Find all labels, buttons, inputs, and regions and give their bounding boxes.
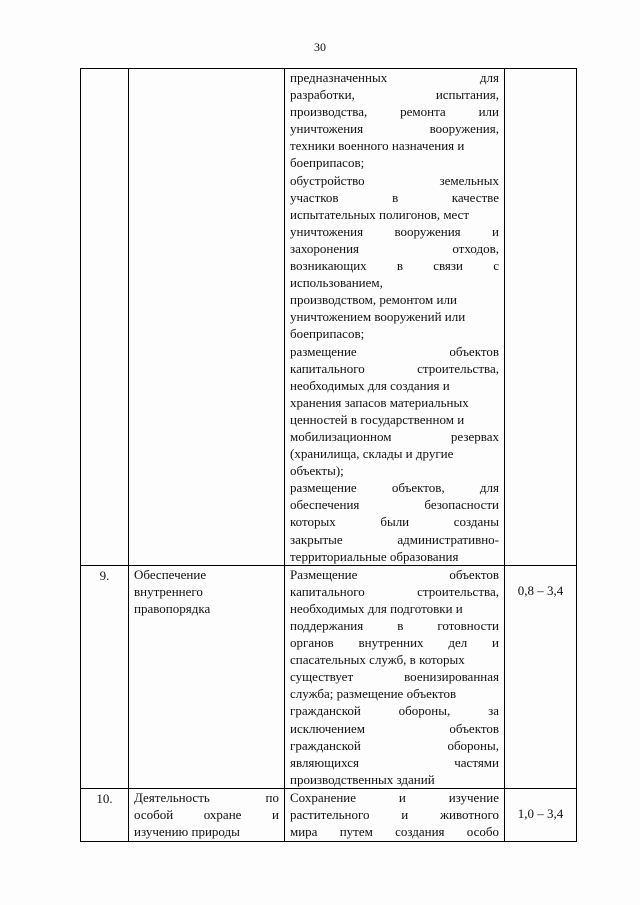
description-word: обороны, (447, 737, 499, 753)
description-word: с (493, 258, 499, 274)
activity-name-word: внутреннего (134, 583, 203, 599)
description-word: служба; размещение объектов (290, 686, 457, 702)
description-word: безопасности (424, 497, 499, 513)
rate-value: 0,8 – 3,4 (517, 582, 564, 598)
description-word: военизированная (404, 669, 499, 685)
description-word: связи (433, 258, 463, 274)
description-line (285, 137, 504, 154)
description-line (285, 445, 504, 462)
description-word: животного (440, 807, 499, 823)
description-word: захоронения (290, 240, 360, 256)
row-number-cell (81, 565, 129, 788)
description-word: которых (290, 514, 336, 530)
description-word: за (488, 703, 499, 719)
description-line (285, 308, 504, 325)
description-word: производственных зданий (290, 771, 435, 787)
description-word: гражданской (290, 737, 361, 753)
activity-name-word: Деятельность (134, 789, 210, 805)
description-line (285, 291, 504, 308)
activity-name-word: и (272, 807, 279, 823)
description-line (285, 702, 504, 719)
description-line (285, 685, 504, 702)
activity-name-line (129, 583, 284, 600)
description-line (285, 566, 504, 583)
description-word: территориальные образования (290, 548, 459, 564)
description-word: Сохранение (290, 789, 357, 805)
description-word: обороны, (398, 703, 451, 719)
description-word: для (479, 480, 499, 496)
activity-name-word: особой (134, 807, 174, 823)
description-line (285, 823, 504, 840)
description-word: разработки, (290, 87, 355, 103)
description-word: в (397, 618, 404, 633)
description-line (285, 462, 504, 479)
description-word: Размещение (290, 566, 358, 582)
description-word: и (401, 807, 409, 823)
description-word: возникающих (290, 258, 367, 274)
description-line (285, 69, 504, 86)
activity-name-line (129, 806, 284, 823)
row-number-cell (81, 788, 129, 841)
zoning-table (80, 68, 577, 842)
description-word: объектов (449, 343, 499, 359)
activity-name-word: изучению природы (134, 824, 240, 840)
row-number (81, 69, 128, 70)
activity-name-line (129, 823, 284, 840)
description-word: объекты); (290, 463, 344, 479)
description-line (285, 771, 504, 788)
description-line (285, 343, 504, 360)
description-cell (285, 788, 505, 841)
description-line (285, 223, 504, 240)
description-word: строительства, (417, 583, 499, 599)
description-word: ценностей в государственном и (290, 411, 465, 427)
page-number: 30 (314, 40, 326, 54)
description-line (285, 394, 504, 411)
table-row (81, 69, 577, 566)
row-number-cell (81, 69, 129, 566)
activity-name-cell (129, 788, 285, 841)
description-word: или (478, 104, 499, 120)
description-line (285, 720, 504, 737)
table-row (81, 788, 577, 841)
activity-name-line (129, 566, 284, 583)
description-word: объектов, (391, 480, 445, 496)
description-line (285, 531, 504, 548)
description-word: предназначенных (290, 70, 388, 85)
rate-value: 1,0 – 3,4 (517, 805, 564, 821)
description-word: существует (290, 669, 354, 685)
description-word: исключением (290, 720, 365, 736)
description-line (285, 377, 504, 394)
description-word: испытания, (435, 87, 499, 103)
description-line (285, 634, 504, 651)
description-word: и (492, 635, 499, 651)
description-line (285, 274, 504, 291)
description-word: обустройство (290, 172, 365, 188)
description-word: вооружения (394, 223, 461, 239)
description-word: капитального (290, 583, 365, 599)
description-word: мира (290, 824, 318, 840)
description-line (285, 583, 504, 600)
description-line (285, 120, 504, 137)
activity-name-line (129, 600, 284, 617)
description-word: земельных (439, 172, 499, 188)
description-word: боеприпасов; (290, 326, 365, 342)
description-word: хранения запасов материальных (290, 394, 469, 410)
description-word: и (398, 789, 406, 805)
description-line (285, 737, 504, 754)
description-word: гражданской (290, 703, 361, 719)
description-line (285, 257, 504, 274)
description-word: резервах (450, 428, 499, 444)
description-word: спасательных служб, в которых (290, 652, 465, 668)
description-line (285, 617, 504, 634)
description-line (285, 496, 504, 513)
description-word: дел (448, 635, 468, 651)
description-line (285, 806, 504, 823)
description-word: техники военного назначения и (290, 138, 465, 154)
description-word: закрытые (290, 531, 343, 547)
description-word: и (492, 223, 499, 239)
description-line (285, 428, 504, 445)
description-word: особо (466, 824, 499, 840)
description-word: качестве (451, 189, 499, 205)
row-number: 9. (99, 567, 110, 583)
description-word: органов (290, 635, 334, 651)
rate-value (505, 69, 576, 85)
description-line (285, 325, 504, 342)
description-line (285, 206, 504, 223)
description-word: путем (339, 824, 373, 840)
description-word: создания (395, 824, 445, 840)
description-line (285, 513, 504, 530)
description-line (285, 360, 504, 377)
rate-cell (505, 69, 577, 566)
description-word: в (392, 189, 399, 205)
activity-name-word: Обеспечение (134, 566, 207, 582)
description-word: для (479, 70, 499, 85)
description-word: ремонта (400, 104, 446, 120)
description-line (285, 172, 504, 189)
description-word: изучение (448, 789, 499, 805)
description-word: созданы (453, 514, 499, 530)
description-word: производством, ремонтом или (290, 292, 457, 308)
description-word: растительного (290, 807, 370, 823)
rate-cell (505, 788, 577, 841)
description-word: частями (454, 754, 499, 770)
description-word: обеспечения (290, 497, 360, 513)
description-word: необходимых для создания и (290, 377, 450, 393)
description-word: уничтожения (290, 223, 364, 239)
description-line (285, 411, 504, 428)
description-word: объектов (449, 720, 499, 736)
description-word: необходимых для подготовки и (290, 600, 463, 616)
description-line (285, 651, 504, 668)
description-word: уничтожением вооружений или (290, 309, 466, 325)
description-line (285, 189, 504, 206)
description-line (285, 154, 504, 171)
description-line (285, 789, 504, 806)
description-word: были (380, 514, 410, 530)
rate-cell (505, 565, 577, 788)
description-line (285, 600, 504, 617)
description-line (285, 103, 504, 120)
row-number: 10. (96, 790, 113, 806)
activity-name-line (129, 789, 284, 806)
description-line (285, 479, 504, 496)
description-word: производства, (290, 104, 368, 120)
description-word: административно- (397, 531, 499, 547)
description-cell (285, 565, 505, 788)
description-word: объектов (449, 566, 499, 582)
description-word: боеприпасов; (290, 155, 365, 171)
activity-name-word: правопорядка (134, 600, 211, 616)
description-line (285, 548, 504, 565)
activity-name-word: по (265, 789, 279, 805)
description-word: отходов, (452, 240, 499, 256)
description-word: испытательных полигонов, мест (290, 206, 470, 222)
description-word: уничтожения (290, 121, 364, 137)
description-word: использованием, (290, 275, 383, 291)
description-line (285, 754, 504, 771)
description-word: в (396, 258, 403, 274)
description-line (285, 240, 504, 257)
description-word: размещение (290, 343, 357, 359)
description-word: мобилизационном (290, 428, 392, 444)
activity-name-cell (129, 69, 285, 566)
description-word: (хранилища, склады и другие (290, 446, 454, 462)
description-word: строительства, (417, 360, 499, 376)
description-word: внутренних (358, 635, 424, 651)
table-row (81, 565, 577, 788)
description-word: вооружения, (429, 121, 499, 137)
description-cell (285, 69, 505, 566)
description-line (285, 86, 504, 103)
activity-name-word: охране (203, 807, 242, 823)
description-line (285, 668, 504, 685)
description-word: участков (290, 189, 339, 205)
description-word: поддержания (290, 618, 364, 633)
activity-name-cell (129, 565, 285, 788)
description-word: готовности (437, 618, 499, 633)
description-word: являющихся (290, 754, 359, 770)
description-word: капитального (290, 360, 365, 376)
description-word: размещение (290, 480, 357, 496)
